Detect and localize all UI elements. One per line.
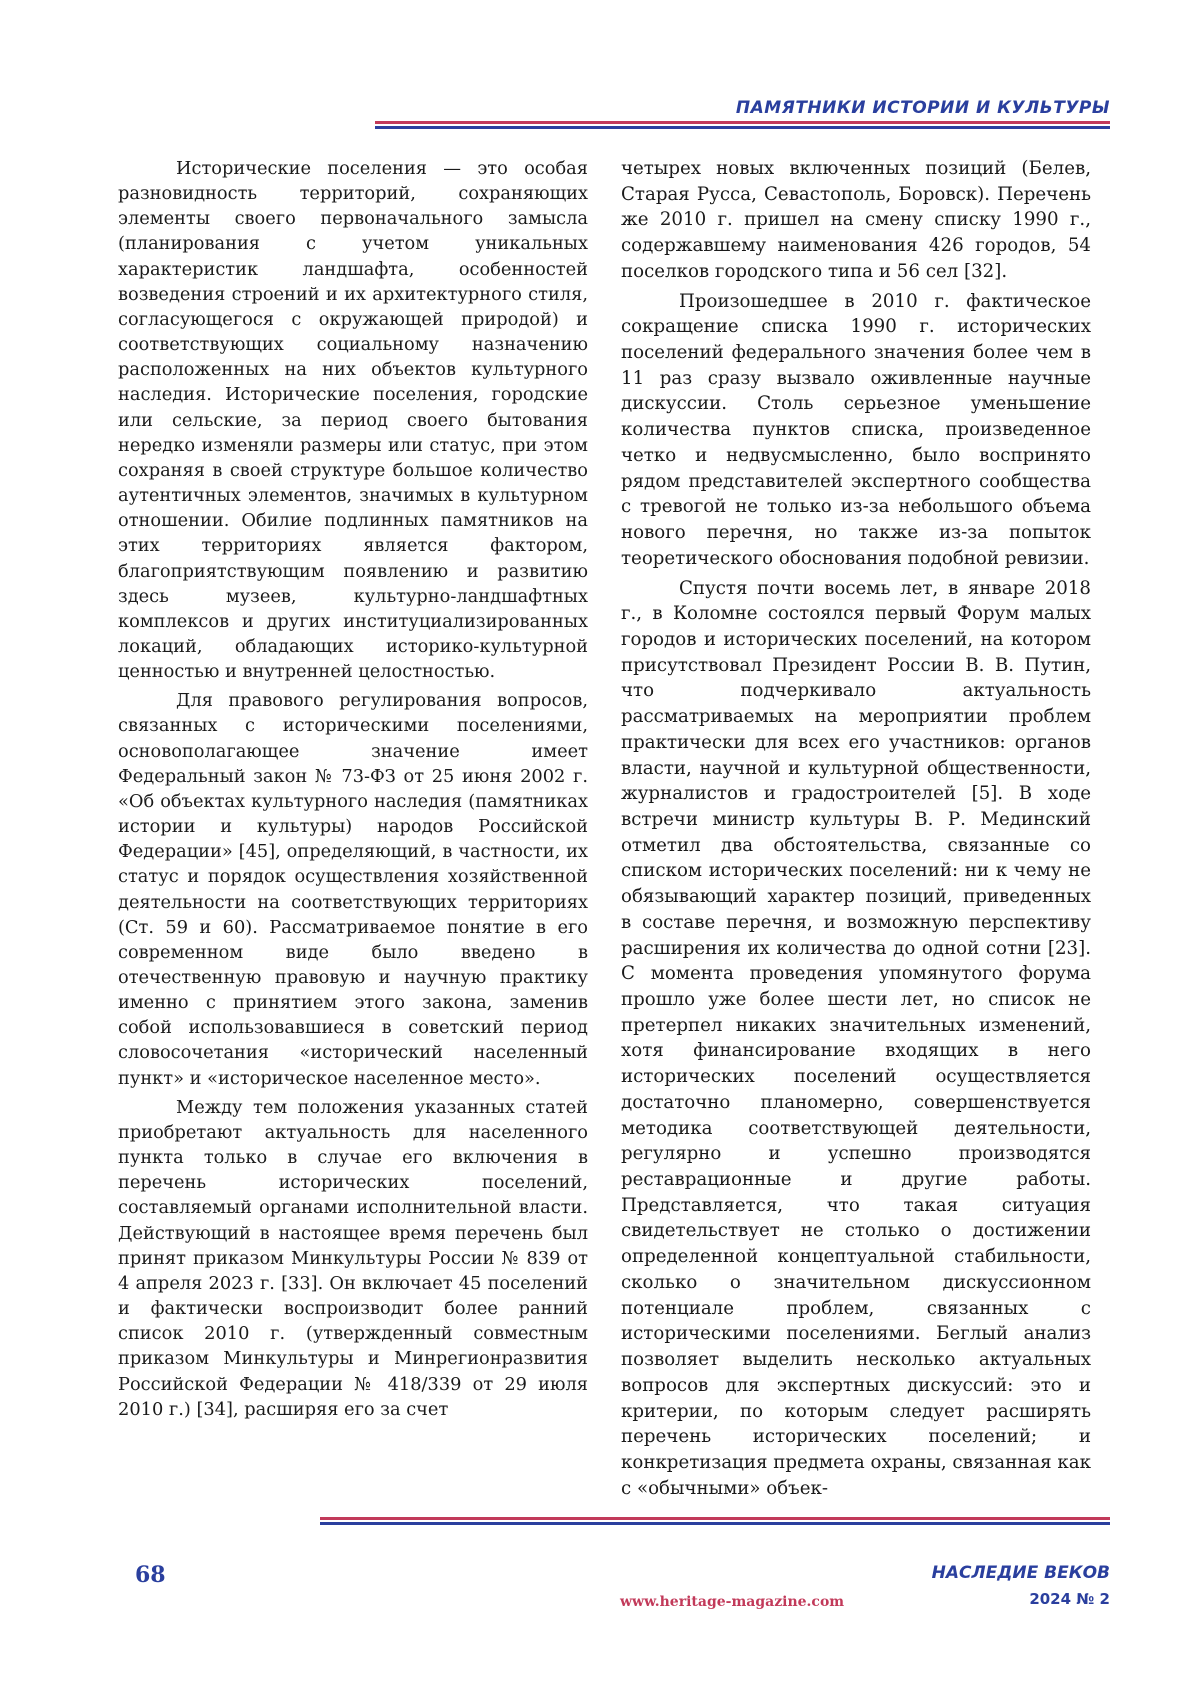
right-paragraph-1: четырех новых включенных позиций (Белев, Старая Русса, Севастополь, Боровск). Перечень же 2010 г. пришел на смену списку 1990 г., содержавшему наименования 426 городов, 54 поселков городского типа и 56 сел [32]. <box>621 158 1091 282</box>
header-rule-blue <box>375 126 1110 129</box>
left-paragraph-2: Для правового регулирования вопросов, связанных с историческими поселениями, основополагающее значение имеет Федеральный закон № 73-ФЗ от 25 июня 2002 г. «Об объектах культурного наследия (памятниках истории и культуры) народов Российской Федерации» [45], определяющий, в частности, их статус и порядок осуществления хозяйственной деятельности на соответствующих территориях (Ст. 59 и 60). Рассматриваемое понятие в его современном виде было введено в отечественную правовую и научную практику именно с принятием этого закона, заменив собой использовавшиеся в советский период словосочетания «исторический населенный пункт» и «историческое населенное место». <box>118 690 588 1089</box>
magazine-title: НАСЛЕДИЕ ВЕКОВ <box>931 1563 1110 1583</box>
left-paragraph-1: Исторические поселения — это особая разновидность территорий, сохраняющих элементы своего первоначального замысла (планирования с учетом уникальных характеристик ландшафта, особенностей возведения строений и их архитектурного стиля, согласующегося с окружающей природой) и соответствующих социальному назначению расположенных на них объектов культурного наследия. Исторические поселения, городские или сельские, за период своего бытования нередко изменяли размеры или статус, при этом сохраняя в своей структуре большое количество аутентичных элементов, значимых в культурном отношении. Обилие подлинных памятников на этих территориях является фактором, благоприятствующим появлению и развитию здесь музеев, культурно-ландшафтных комплексов и других институциализированных локаций, обладающих историко-культурной ценностью и внутренней целостностью. <box>118 158 588 683</box>
page-number: 68 <box>135 1562 166 1588</box>
left-paragraph-3: Между тем положения указанных статей приобретают актуальность для населенного пункта только в случае его включения в перечень исторических поселений, составляемый органами исполнительной власти. Действующий в настоящее время перечень был принят приказом Минкультуры России № 839 от 4 апреля 2023 г. [33]. Он включает 45 поселений и фактически воспроизводит более ранний список 2010 г. (утвержденный совместным приказом Минкультуры и Минрегионразвития Российской Федерации № 418/339 от 29 июля 2010 г.) [34], расширяя его за счет <box>118 1096 588 1420</box>
website-url[interactable]: www.heritage-magazine.com <box>620 1594 845 1610</box>
magazine-issue: 2024 № 2 <box>1029 1590 1110 1608</box>
right-paragraph-3: Спустя почти восемь лет, в январе 2018 г., в Коломне состоялся первый Форум малых городов и исторических поселений, на котором присутствовал Президент России В. В. Путин, что подчеркивало актуальность рассматриваемых на мероприятии проблем практически для всех его участников: органов власти, научной и культурной общественности, журналистов и градостроителей [5]. В ходе встречи министр культуры В. Р. Мединский отметил два обстоятельства, связанные со списком исторических поселений: ни к чему не обязывающий характер позиций, приведенных в составе перечня, и возможную перспективу расширения их количества до одной сотни [23]. С момента проведения упомянутого форума прошло уже более шести лет, но список не претерпел никаких значительных изменений, хотя финансирование входящих в него исторических поселений осуществляется достаточно планомерно, совершенствуется методика соответствующей деятельности, регулярно и успешно производятся реставрационные и другие работы. Представляется, что такая ситуация свидетельствует не столько о достижении определенной концептуальной стабильности, сколько о значительном дискуссионном потенциале проблем, связанных с историческими поселениями. Беглый анализ позволяет выделить несколько актуальных вопросов для экспертных дискуссий: это и критерии, по которым следует расширять перечень исторических поселений; и конкретизация предмета охраны, связанная как с «обычными» объек- <box>621 577 1091 1499</box>
right-column <box>621 156 1091 1501</box>
left-column <box>118 156 588 1422</box>
section-title: ПАМЯТНИКИ ИСТОРИИ И КУЛЬТУРЫ <box>735 98 1110 118</box>
footer-rule-blue <box>320 1522 1110 1525</box>
header-rule-red <box>375 121 1110 124</box>
right-paragraph-2: Произошедшее в 2010 г. фактическое сокращение списка 1990 г. исторических поселений федерального значения более чем в 11 раз сразу вызвало оживленные научные дискуссии. Столь серьезное уменьшение количества пунктов списка, произведенное четко и недвусмысленно, было воспринято рядом представителей экспертного сообщества с тревогой не только из-за небольшого объема нового перечня, но также из-за попыток теоретического обоснования подобной ревизии. <box>621 290 1091 569</box>
footer-rule-red <box>320 1517 1110 1520</box>
